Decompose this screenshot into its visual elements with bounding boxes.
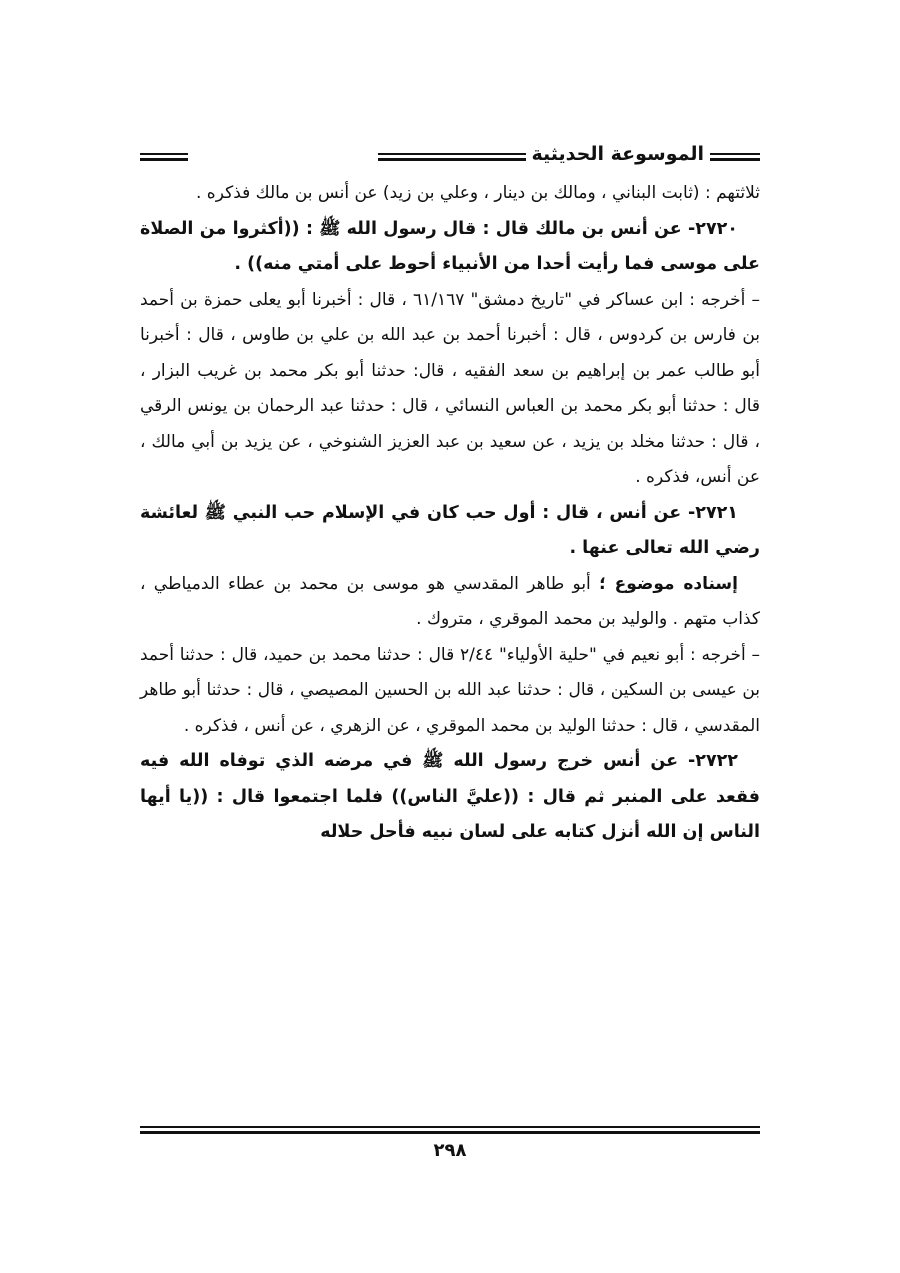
- isnad-ruling: [140, 567, 760, 638]
- hadith-2720: ٢٧٢٠- عن أنس بن مالك قال : قال رسول الله ﷺ : ((أكثروا من الصلاة على موسى فما رأيت أحدا من الأنبياء أحوط على أمتي منه)) .: [140, 218, 760, 274]
- hadith-2722: ٢٧٢٢- عن أنس خرج رسول الله ﷺ في مرضه الذي توفاه الله فيه فقعد على المنبر ثم قال : ((عليَّ الناس)) فلما اجتمعوا قال : ((يا أيها الناس إن الله أنزل كتابه على لسان نبيه فأحل حلاله: [140, 751, 760, 842]
- page-body: [140, 176, 760, 851]
- footer-rule-thin: [140, 1126, 760, 1128]
- isnad-text: أبو طاهر المقدسي هو موسى بن محمد بن عطاء الدمياطي ، كذاب متهم . والوليد بن محمد الموقري ، متروك .: [140, 573, 760, 629]
- header-rule-left-thick: [140, 158, 188, 161]
- hadith-2721: ٢٧٢١- عن أنس ، قال : أول حب كان في الإسلام حب النبي ﷺ لعائشة رضي الله تعالى عنها .: [140, 502, 760, 558]
- paragraph-continuation: ثلاثتهم : (ثابت البناني ، ومالك بن دينار ، وعلي بن زيد) عن أنس بن مالك فذكره .: [196, 183, 760, 203]
- takhrij-2720: – أخرجه : ابن عساكر في "تاريخ دمشق" ٦١/١٦٧ ، قال : أخبرنا أبو يعلى حمزة بن أحمد بن فارس بن كردوس ، قال : أخبرنا أحمد بن عبد الله بن علي بن طاوس ، قال : أخبرنا أبو طالب عمر بن إبراهيم بن سعد الفقيه ، قال: حدثنا أبو بكر محمد بن غريب البزار ، قال : حدثنا أبو بكر محمد بن العباس النسائي ، قال : حدثنا عبد الرحمان بن يونس الرقي ، قال : حدثنا مخلد بن يزيد ، عن سعيد بن عبد العزيز الشنوخي ، عن يزيد بن أبي مالك ، عن أنس، فذكره .: [140, 289, 760, 487]
- takhrij-2721: – أخرجه : أبو نعيم في "حلية الأولياء" ٢/٤٤ قال : حدثنا محمد بن حميد، قال : حدثنا أحمد بن عيسى بن السكين ، قال : حدثنا عبد الله بن الحسين المصيصي ، قال : حدثنا أبو طاهر المقدسي ، قال : حدثنا الوليد بن محمد الموقري ، عن الزهري ، عن أنس ، فذكره .: [140, 644, 761, 736]
- page-number: ٢٩٨: [433, 1140, 467, 1161]
- isnad-label: إسناده موضوع ؛: [599, 573, 738, 594]
- book-page: [140, 138, 760, 1178]
- footer-rule-thick: [140, 1131, 760, 1134]
- running-header: [140, 138, 760, 172]
- book-title: الموسوعة الحديثية: [526, 143, 711, 165]
- header-rule-left-thin: [140, 153, 188, 155]
